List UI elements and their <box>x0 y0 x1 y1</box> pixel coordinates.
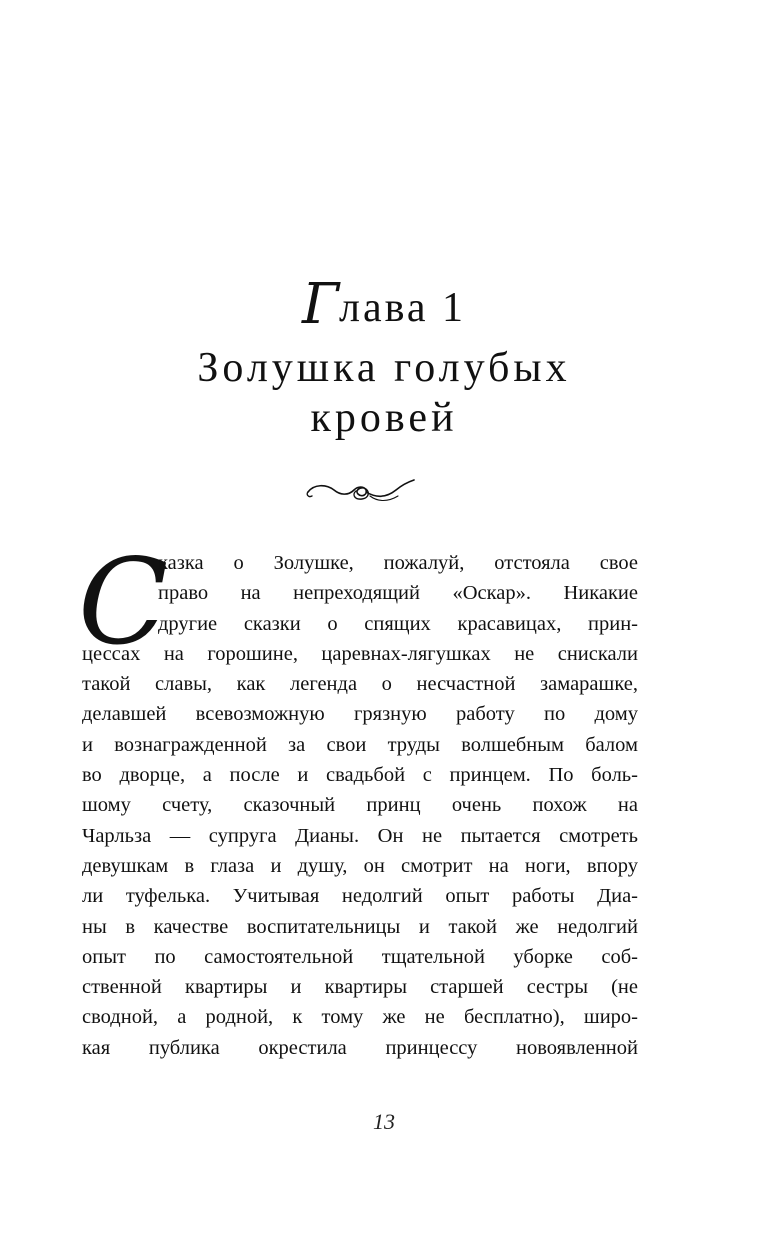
text-line: Чарльза — супруга Дианы. Он не пытается смотреть <box>82 824 638 847</box>
text-line: право на непреходящий «Оскар». Никакие <box>158 582 638 605</box>
text-line: делавшей всевозможную грязную работу по дому <box>82 703 638 726</box>
chapter-subtitle <box>0 343 768 443</box>
drop-cap: С <box>78 533 169 671</box>
chapter-heading <box>0 272 768 337</box>
chapter-subtitle-line-1: Золушка голубых <box>197 345 571 391</box>
text-line: ственной квартиры и квартиры старшей сестры (не <box>82 976 638 999</box>
text-line: сводной, а родной, к тому же не бесплатно), широ- <box>82 1006 638 1029</box>
text-line: и вознагражденной за свои труды волшебным балом <box>82 733 638 756</box>
text-line: казка о Золушке, пожалуй, отстояла свое <box>158 552 638 574</box>
text-line: кая публика окрестила принцессу новоявленной <box>82 1036 638 1059</box>
body-paragraph <box>82 548 638 1063</box>
flourish-ornament-icon <box>304 476 416 506</box>
chapter-heading-rest: лава 1 <box>339 285 467 331</box>
text-line: такой славы, как легенда о несчастной замарашке, <box>82 673 638 696</box>
page-number: 13 <box>373 1109 395 1134</box>
chapter-subtitle-line-2: кровей <box>310 395 458 441</box>
text-line: ли туфелька. Учитывая недолгий опыт работы Диа- <box>82 885 638 908</box>
chapter-heading-initial: Г <box>301 272 340 337</box>
text-line: другие сказки о спящих красавицах, прин- <box>158 612 638 635</box>
text-line: во дворце, а после и свадьбой с принцем. По боль- <box>82 764 638 787</box>
text-line: опыт по самостоятельной тщательной уборке соб- <box>82 945 638 968</box>
text-line: девушкам в глаза и душу, он смотрит на ноги, впору <box>82 854 638 877</box>
text-line: шому счету, сказочный принц очень похож на <box>82 794 638 817</box>
text-line: ны в качестве воспитательницы и такой же недолгий <box>82 915 638 938</box>
text-line: цессах на горошине, царевнах-лягушках не снискали <box>82 642 638 665</box>
